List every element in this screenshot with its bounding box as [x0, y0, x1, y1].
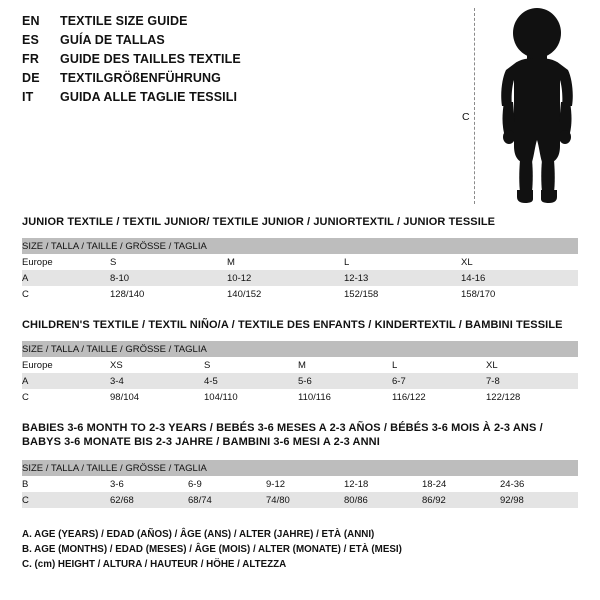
- row-label: C: [22, 492, 110, 508]
- table-row: [22, 286, 578, 302]
- cell: L: [344, 254, 461, 270]
- language-title: TEXTILGRÖßENFÜHRUNG: [60, 71, 221, 85]
- language-row: [22, 14, 442, 33]
- cell: XS: [110, 357, 204, 373]
- children-size-table: [22, 341, 578, 405]
- cell: M: [227, 254, 344, 270]
- cell: 122/128: [486, 389, 578, 405]
- cell: 68/74: [188, 492, 266, 508]
- table-row: [22, 254, 578, 270]
- babies-size-table: [22, 460, 578, 508]
- cell: S: [204, 357, 298, 373]
- size-header-label: SIZE / TALLA / TAILLE / GRÖSSE / TAGLIA: [22, 238, 578, 254]
- cell: L: [392, 357, 486, 373]
- row-label: A: [22, 373, 110, 389]
- table-row: [22, 476, 578, 492]
- section-title-junior: JUNIOR TEXTILE / TEXTIL JUNIOR/ TEXTILE JUNIOR / JUNIORTEXTIL / JUNIOR TESSILE: [22, 216, 496, 228]
- row-label: C: [22, 389, 110, 405]
- cell: 8-10: [110, 270, 227, 286]
- legend-block: [22, 527, 402, 572]
- language-row: [22, 71, 442, 90]
- cell: 62/68: [110, 492, 188, 508]
- language-code: ES: [22, 33, 40, 47]
- cell: 92/98: [500, 492, 578, 508]
- legend-line-b: B. AGE (MONTHS) / EDAD (MESES) / ÂGE (MOIS) / ALTER (MONATE) / ETÀ (MESI): [22, 544, 402, 555]
- cell: 158/170: [461, 286, 578, 302]
- cell: 74/80: [266, 492, 344, 508]
- table-row: [22, 270, 578, 286]
- row-label: C: [22, 286, 110, 302]
- table-header-row: [22, 460, 578, 476]
- cell: 12-18: [344, 476, 422, 492]
- cell: 140/152: [227, 286, 344, 302]
- language-code: IT: [22, 90, 34, 104]
- language-code: FR: [22, 52, 40, 66]
- junior-size-table: [22, 238, 578, 302]
- cell: 110/116: [298, 389, 392, 405]
- section-title-babies: [22, 421, 543, 449]
- language-title: GUIDE DES TAILLES TEXTILE: [60, 52, 241, 66]
- cell: 86/92: [422, 492, 500, 508]
- cell: 24-36: [500, 476, 578, 492]
- measurement-figure: [452, 6, 592, 206]
- cell: 152/158: [344, 286, 461, 302]
- cell: 12-13: [344, 270, 461, 286]
- cell: 98/104: [110, 389, 204, 405]
- table-row: [22, 357, 578, 373]
- cell: 9-12: [266, 476, 344, 492]
- language-code: EN: [22, 14, 40, 28]
- table-row: [22, 373, 578, 389]
- cell: 6-7: [392, 373, 486, 389]
- row-label: B: [22, 476, 110, 492]
- measure-label-c: C: [462, 111, 470, 123]
- cell: 128/140: [110, 286, 227, 302]
- row-label: Europe: [22, 254, 110, 270]
- section-title-babies-line2: BABYS 3-6 MONATE BIS 2-3 JAHRE / BAMBINI 3-6 MESI A 2-3 ANNI: [22, 436, 380, 448]
- cell: M: [298, 357, 392, 373]
- cell: 5-6: [298, 373, 392, 389]
- language-code: DE: [22, 71, 40, 85]
- language-title: TEXTILE SIZE GUIDE: [60, 14, 188, 28]
- cell: S: [110, 254, 227, 270]
- cell: 6-9: [188, 476, 266, 492]
- language-row: [22, 52, 442, 71]
- legend-line-a: A. AGE (YEARS) / EDAD (AÑOS) / ÂGE (ANS) / ALTER (JAHRE) / ETÀ (ANNI): [22, 529, 375, 540]
- row-label: Europe: [22, 357, 110, 373]
- toddler-silhouette-icon: [482, 6, 592, 206]
- language-row: [22, 90, 442, 109]
- table-row: [22, 389, 578, 405]
- cell: 116/122: [392, 389, 486, 405]
- table-header-row: [22, 341, 578, 357]
- cell: 80/86: [344, 492, 422, 508]
- cell: 18-24: [422, 476, 500, 492]
- section-title-children: CHILDREN'S TEXTILE / TEXTIL NIÑO/A / TEXTILE DES ENFANTS / KINDERTEXTIL / BAMBINI TESSILE: [22, 319, 563, 331]
- cell: 10-12: [227, 270, 344, 286]
- language-title: GUÍA DE TALLAS: [60, 33, 165, 47]
- section-title-babies-line1: BABIES 3-6 MONTH TO 2-3 YEARS / BEBÉS 3-6 MESES A 2-3 AÑOS / BÉBÉS 3-6 MOIS À 2-3 ANS /: [22, 422, 543, 434]
- cell: 7-8: [486, 373, 578, 389]
- row-label: A: [22, 270, 110, 286]
- cell: 14-16: [461, 270, 578, 286]
- cell: 3-4: [110, 373, 204, 389]
- size-header-label: SIZE / TALLA / TAILLE / GRÖSSE / TAGLIA: [22, 460, 578, 476]
- size-header-label: SIZE / TALLA / TAILLE / GRÖSSE / TAGLIA: [22, 341, 578, 357]
- cell: 4-5: [204, 373, 298, 389]
- language-title: GUIDA ALLE TAGLIE TESSILI: [60, 90, 238, 104]
- cell: XL: [461, 254, 578, 270]
- cell: XL: [486, 357, 578, 373]
- table-row: [22, 492, 578, 508]
- cell: 3-6: [110, 476, 188, 492]
- language-row: [22, 33, 442, 52]
- language-title-block: [22, 14, 442, 109]
- cell: 104/110: [204, 389, 298, 405]
- legend-line-c: C. (cm) HEIGHT / ALTURA / HAUTEUR / HÖHE / ALTEZZA: [22, 559, 287, 570]
- table-header-row: [22, 238, 578, 254]
- height-measure-line: [474, 8, 475, 204]
